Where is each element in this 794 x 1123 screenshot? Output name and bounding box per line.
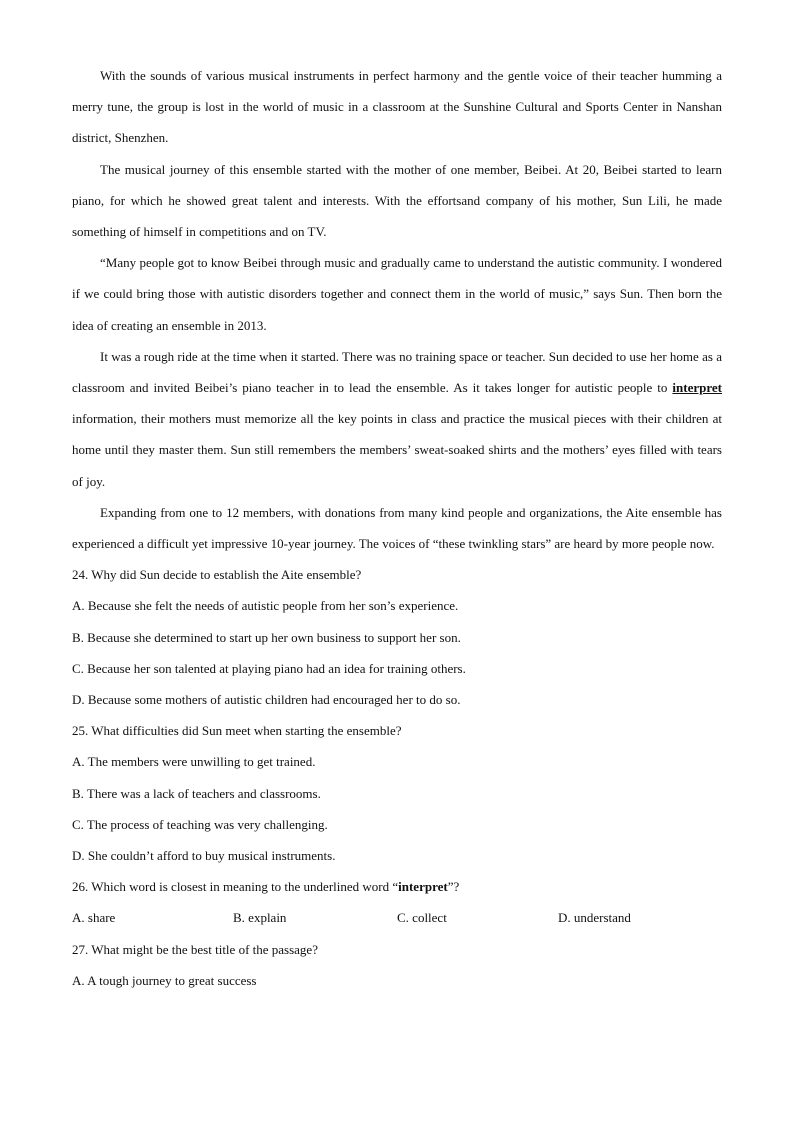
question-25-option-d: D. She couldn’t afford to buy musical instruments. xyxy=(72,848,336,864)
question-26-options xyxy=(72,902,722,933)
question-25-option-a: A. The members were unwilling to get trained. xyxy=(72,754,316,770)
question-27-option-a: A. A tough journey to great success xyxy=(72,972,257,988)
question-25-option-b: B. There was a lack of teachers and classrooms. xyxy=(72,785,321,801)
passage-paragraph-4 xyxy=(72,341,722,497)
paragraph-4-text-end: information, their mothers must memorize all the key points in class and practice the musical pieces with their children at home until they master them. Sun still remembers the members’ sweat-soaked shirts and the mothers’ eyes filled with tears of joy. xyxy=(72,411,722,489)
question-26-option-c: C. collect xyxy=(397,910,447,926)
question-24-option-b: B. Because she determined to start up her own business to support her son. xyxy=(72,629,461,645)
paragraph-4-text-start: It was a rough ride at the time when it started. There was no training space or teacher. Sun decided to use her home as a classroom and invited Beibei’s piano teacher in to lead the ensemble. As it takes longer for autistic people to xyxy=(72,348,722,396)
document-page xyxy=(72,60,722,996)
passage-paragraph-2: The musical journey of this ensemble started with the mother of one member, Beibei. At 20, Beibei started to learn piano, for which he showed great talent and interests. With the effortsand company of his mother, Sun Lili, he made something of himself in competitions and on TV. xyxy=(72,161,722,240)
question-26-stem-end: ”? xyxy=(447,879,460,895)
question-26-stem-start: 26. Which word is closest in meaning to the underlined word “ xyxy=(72,879,399,895)
question-27-stem: 27. What might be the best title of the passage? xyxy=(72,941,318,957)
question-26-keyword: interpret xyxy=(398,879,448,895)
question-24-stem: 24. Why did Sun decide to establish the Aite ensemble? xyxy=(72,567,362,583)
question-25-option-c: C. The process of teaching was very challenging. xyxy=(72,816,328,832)
question-24-option-a: A. Because she felt the needs of autistic people from her son’s experience. xyxy=(72,598,459,614)
question-24-option-d: D. Because some mothers of autistic children had encouraged her to do so. xyxy=(72,692,461,708)
question-26-option-b: B. explain xyxy=(233,910,287,926)
underlined-keyword: interpret xyxy=(672,380,722,396)
passage-paragraph-5: Expanding from one to 12 members, with donations from many kind people and organizations, the Aite ensemble has experienced a difficult yet impressive 10-year journey. The voices of “these twinkling stars” are heard by more people now. xyxy=(72,504,722,552)
question-26-option-d: D. understand xyxy=(558,910,631,926)
question-24-option-c: C. Because her son talented at playing piano had an idea for training others. xyxy=(72,660,466,676)
passage-paragraph-1: With the sounds of various musical instruments in perfect harmony and the gentle voice of their teacher humming a merry tune, the group is lost in the world of music in a classroom at the Sunshine Cultural and Sports Center in Nanshan district, Shenzhen. xyxy=(72,68,722,146)
passage-paragraph-3: “Many people got to know Beibei through music and gradually came to understand the autistic community. I wondered if we could bring those with autistic disorders together and connect them in the world of music,” says Sun. Then born the idea of creating an ensemble in 2013. xyxy=(72,255,722,333)
question-25-stem: 25. What difficulties did Sun meet when starting the ensemble? xyxy=(72,723,402,739)
question-26-option-a: A. share xyxy=(72,910,116,926)
question-26-stem xyxy=(72,871,722,902)
